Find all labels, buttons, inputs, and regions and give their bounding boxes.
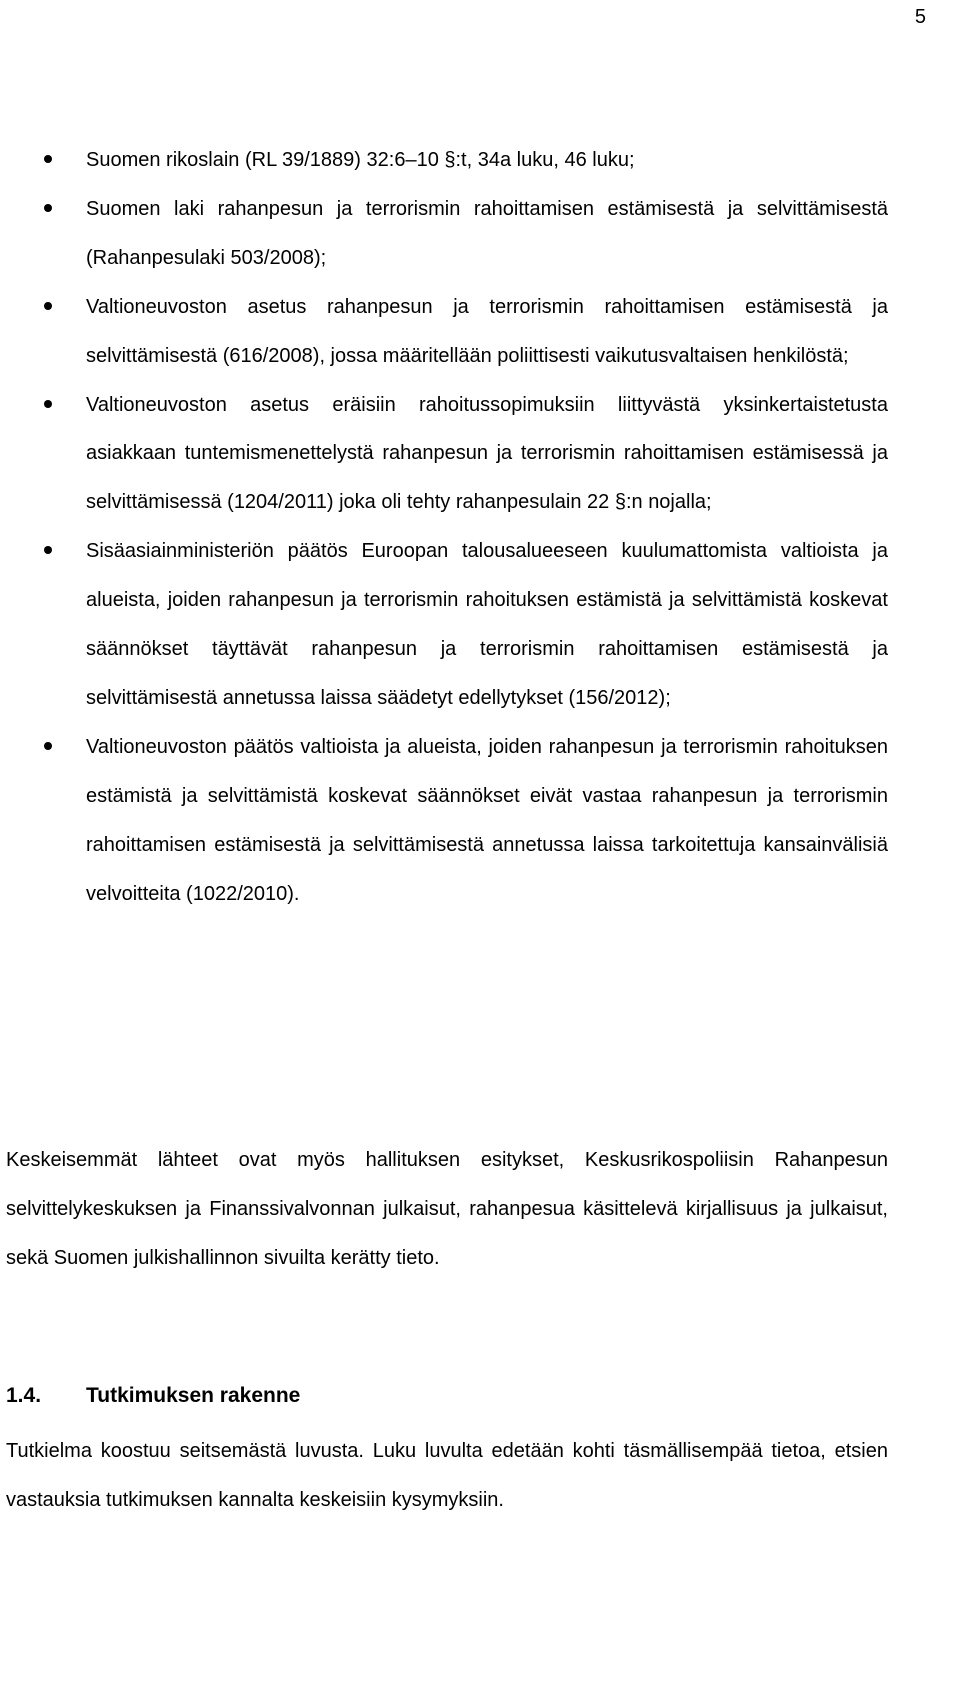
list-item-text: Suomen laki rahanpesun ja terrorismin rahoittamisen estämisestä ja selvittämisestä (Rahanpesulaki 503/2008); [86, 197, 888, 269]
bullet-icon [44, 155, 52, 163]
structure-paragraph: Tutkielma koostuu seitsemästä luvusta. Luku luvulta edetään kohti täsmällisempää tietoa, etsien vastauksia tutkimuksen kannalta keskeisiin kysymyksiin. [6, 1440, 888, 1511]
list-item [0, 136, 960, 185]
list-item [0, 527, 960, 723]
list-item [0, 723, 960, 919]
section-number: 1.4. [6, 1384, 42, 1407]
list-item-text: Valtioneuvoston päätös valtioista ja alueista, joiden rahanpesun ja terrorismin rahoituksen estämistä ja selvittämistä koskevat säännökset eivät vastaa rahanpesun ja terrorismin rahoittamisen estämisestä ja selvittämisestä annetussa laissa tarkoitettuja kansainvälisiä velvoitteita (1022/2010). [86, 735, 888, 905]
legal-sources-list [0, 136, 960, 919]
section-heading [6, 1378, 300, 1414]
sources-paragraph: Keskeisemmät lähteet ovat myös hallituksen esitykset, Keskusrikospoliisin Rahanpesun selvittelykeskuksen ja Finanssivalvonnan julkaisut, rahanpesua käsittelevä kirjallisuus ja julkaisut, sekä Suomen julkishallinnon sivuilta kerätty tieto. [6, 1149, 888, 1269]
list-item-text: Suomen rikoslain (RL 39/1889) 32:6–10 §:t, 34a luku, 46 luku; [86, 149, 635, 171]
list-item [0, 381, 960, 528]
page-number: 5 [914, 6, 926, 28]
bullet-icon [44, 400, 52, 408]
bullet-icon [44, 546, 52, 554]
list-item [0, 283, 960, 381]
section-title: Tutkimuksen rakenne [86, 1384, 301, 1407]
bullet-icon [44, 204, 52, 212]
bullet-icon [44, 742, 52, 750]
list-item-text: Valtioneuvoston asetus rahanpesun ja terrorismin rahoittamisen estämisestä ja selvittämisestä (616/2008), jossa määritellään poliittisesti vaikutusvaltaisen henkilöstä; [86, 295, 888, 367]
list-item-text: Valtioneuvoston asetus eräisiin rahoitussopimuksiin liittyvästä yksinkertaistetusta asiakkaan tuntemismenettelystä rahanpesun ja terrorismin rahoittamisen estämisessä ja selvittämisessä (1204/2011) joka oli tehty rahanpesulain 22 §:n nojalla; [86, 393, 888, 514]
bullet-icon [44, 302, 52, 310]
list-item [0, 185, 960, 283]
list-item-text: Sisäasiainministeriön päätös Euroopan talousalueeseen kuulumattomista valtioista ja alueista, joiden rahanpesun ja terrorismin rahoituksen estämistä ja selvittämistä koskevat säännökset täyttävät rahanpesun ja terrorismin rahoittamisen estämisestä ja selvittämisestä annetussa laissa säädetyt edellytykset (156/2012); [86, 540, 888, 709]
